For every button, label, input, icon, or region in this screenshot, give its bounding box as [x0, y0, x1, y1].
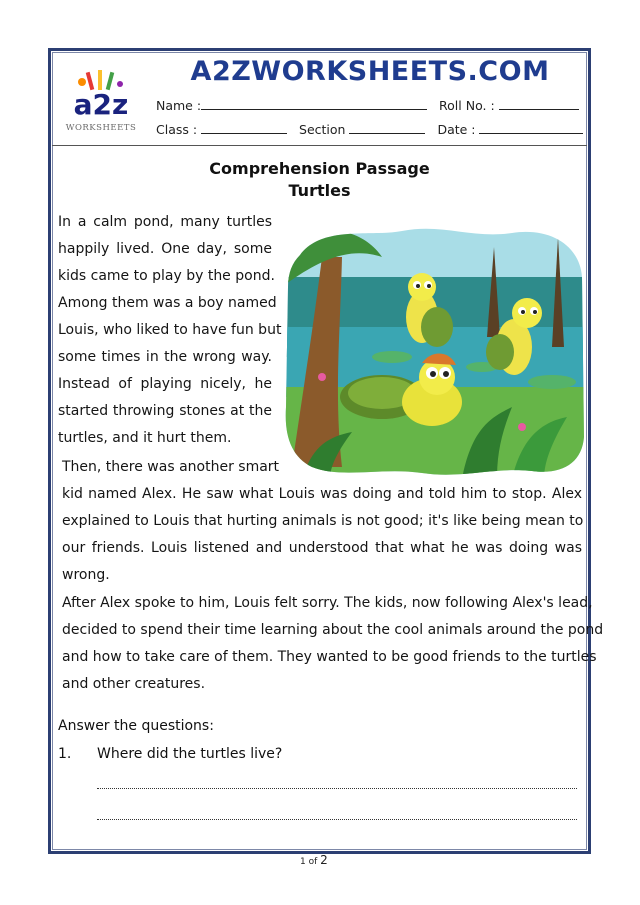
question-number: 1. [58, 746, 72, 762]
para1-line: Instead of playing nicely, he [58, 376, 272, 392]
date-blank[interactable] [479, 121, 583, 134]
roll-label: Roll No. : [439, 98, 495, 113]
question-text: Where did the turtles live? [97, 746, 283, 762]
para1-line: turtles, and it hurt them. [58, 430, 232, 446]
date-label: Date : [437, 122, 476, 137]
worksheet-heading: Comprehension Passage [209, 159, 430, 178]
class-section-date-row [156, 121, 583, 137]
a2z-logo [58, 68, 144, 136]
para2-line: wrong. [62, 567, 110, 583]
para3-line: and other creatures. [62, 676, 206, 692]
answer-line[interactable] [97, 819, 577, 820]
para1-line: started throwing stones at the [58, 403, 272, 419]
page-total: 2 [320, 853, 328, 867]
worksheet-subheading: Turtles [288, 181, 351, 200]
para1-line: Among them was a boy named [58, 295, 277, 311]
svg-text:WORKSHEETS: WORKSHEETS [65, 123, 137, 133]
name-roll-row [156, 97, 579, 113]
section-label: Section [299, 122, 346, 137]
para1-line: Louis, who liked to have fun but [58, 322, 282, 338]
para3-line: and how to take care of them. They wanted to be good friends to the turtles [62, 649, 597, 665]
para1-line: In a calm pond, many turtles [58, 214, 272, 230]
para2-line: kid named Alex. He saw what Louis was doing and told him to stop. Alex [62, 486, 582, 502]
header-divider [52, 145, 587, 146]
page-indicator [300, 853, 328, 867]
para3-line: decided to spend their time learning about the cool animals around the pond [62, 622, 604, 638]
para2-line: explained to Louis that hurting animals is not good; it's like being mean to [62, 513, 584, 529]
name-label: Name : [156, 98, 202, 113]
logo-a2z-glyph: a2z [73, 88, 129, 121]
answer-line[interactable] [97, 788, 577, 789]
paragraph-3 [62, 590, 604, 698]
turtles-pond-illustration [282, 217, 587, 479]
roll-blank[interactable] [499, 97, 579, 110]
site-title: A2ZWORKSHEETS.COM [190, 56, 550, 87]
class-label: Class : [156, 122, 198, 137]
para2-line: Then, there was another smart [62, 459, 280, 475]
page-prefix: 1 of [300, 857, 318, 867]
class-blank[interactable] [201, 121, 287, 134]
para1-line: kids came to play by the pond. [58, 268, 275, 284]
name-blank[interactable] [201, 97, 427, 110]
questions-heading: Answer the questions: [58, 718, 214, 734]
para2-line: our friends. Louis listened and understood that what he was doing was [62, 540, 582, 556]
section-blank[interactable] [349, 121, 425, 134]
para1-line: happily lived. One day, some [58, 241, 272, 257]
paragraph-2 [62, 454, 582, 589]
paragraph-1 [58, 209, 282, 452]
para1-line: some times in the wrong way. [58, 349, 272, 365]
para3-line: After Alex spoke to him, Louis felt sorry. The kids, now following Alex's lead, [62, 595, 593, 611]
